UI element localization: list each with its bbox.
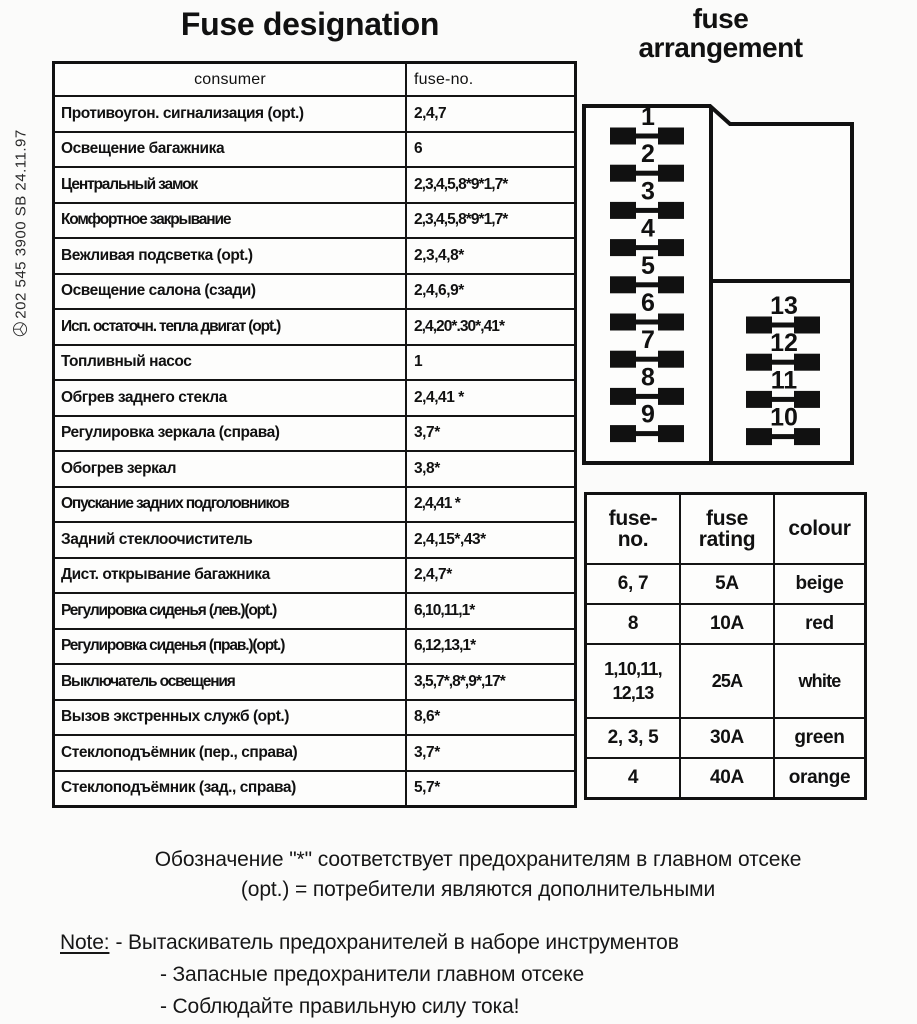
rating-table-body — [586, 494, 866, 799]
fuse-pad-left — [746, 317, 772, 334]
fuse-no-cell: 2,3,4,8* — [406, 238, 576, 274]
fuse-bridge — [634, 245, 660, 250]
rating-header-colour: colour — [774, 494, 866, 565]
table-row — [54, 664, 576, 700]
table-row — [54, 700, 576, 736]
rating-fuse-no-cell: 8 — [586, 604, 681, 644]
rating-colour-cell: green — [774, 718, 866, 758]
table-row — [54, 167, 576, 203]
mercedes-star-icon — [13, 322, 28, 337]
fuse-pad-left — [610, 202, 636, 219]
note-list — [60, 927, 917, 1023]
rating-colour-cell: beige — [774, 564, 866, 604]
consumer-cell: Комфортное закрывание — [54, 203, 407, 239]
fuse-bridge — [634, 208, 660, 213]
fuse-slot-label: 13 — [770, 292, 798, 320]
fuse-no-cell: 8,6* — [406, 700, 576, 736]
fuse-pad-right — [658, 165, 684, 182]
table-row — [54, 238, 576, 274]
fuse-bridge — [770, 360, 796, 365]
fuse-pad-left — [610, 128, 636, 145]
fuse-no-cell: 6,12,13,1* — [406, 629, 576, 665]
consumer-cell: Освещение салона (сзади) — [54, 274, 407, 310]
table-row — [54, 274, 576, 310]
fuse-no-cell: 2,4,7* — [406, 558, 576, 594]
consumer-cell: Стеклоподъёмник (зад., справа) — [54, 771, 407, 807]
fuse-no-cell: 2,4,20*.30*,41* — [406, 309, 576, 345]
fuse-no-cell: 2,4,6,9* — [406, 274, 576, 310]
consumer-cell: Обгрев заднего стекла — [54, 380, 407, 416]
rating-header-fuse-no: fuse- no. — [586, 494, 681, 565]
fuse-slot-label: 12 — [770, 329, 798, 358]
rating-value-cell: 40A — [680, 758, 774, 799]
fuse-slot-label: 10 — [770, 403, 798, 432]
fuse-slot-label: 5 — [641, 251, 655, 280]
fuse-no-cell: 3,7* — [406, 416, 576, 452]
fuse-slot-label: 2 — [641, 140, 655, 169]
consumer-cell: Регулировка сиденья (прав.)(opt.) — [54, 629, 407, 665]
fuse-rating-table — [584, 492, 867, 800]
fuse-pad-right — [658, 425, 684, 442]
rating-fuse-no-cell: 2, 3, 5 — [586, 718, 681, 758]
fuse-bridge — [634, 282, 660, 287]
rating-fuse-no-cell: 1,10,11, 12,13 — [586, 644, 681, 718]
rating-colour-cell: white — [774, 644, 866, 718]
table-row — [54, 309, 576, 345]
table-row — [54, 558, 576, 594]
fuse-no-cell: 2,4,15*,43* — [406, 522, 576, 558]
rating-value-cell: 30A — [680, 718, 774, 758]
fuse-arrangement-diagram — [580, 100, 860, 470]
fuse-bridge — [634, 357, 660, 362]
column-header-consumer: consumer — [54, 63, 407, 97]
fuse-no-cell: 3,7* — [406, 735, 576, 771]
designation-table-body — [54, 63, 576, 807]
part-number-value: 202 545 3900 SB 24.11.97 — [12, 129, 30, 319]
fuse-pad-right — [658, 202, 684, 219]
table-row — [54, 522, 576, 558]
consumer-cell: Вызов экстренных служб (opt.) — [54, 700, 407, 736]
rating-row — [586, 604, 866, 644]
consumer-cell: Исп. остаточн. тепла двигат (opt.) — [54, 309, 407, 345]
fuse-no-cell: 2,3,4,5,8*9*1,7* — [406, 167, 576, 203]
note-text: - Вытаскиватель предохранителей в наборе инструментов — [115, 931, 679, 954]
consumer-cell: Опускание задних подголовников — [54, 487, 407, 523]
rating-fuse-no-cell: 6, 7 — [586, 564, 681, 604]
fuse-no-cell: 2,4,41 * — [406, 380, 576, 416]
table-row — [54, 771, 576, 807]
fuse-no-cell: 2,4,7 — [406, 96, 576, 132]
rating-header-row — [586, 494, 866, 565]
part-number-text — [13, 129, 30, 336]
fuse-slot-label: 1 — [641, 103, 655, 131]
consumer-cell: Задний стеклоочиститель — [54, 522, 407, 558]
designation-header-row — [54, 63, 576, 97]
consumer-cell: Противоугон. сигнализация (opt.) — [54, 96, 407, 132]
consumer-cell: Обогрев зеркал — [54, 451, 407, 487]
table-row — [54, 416, 576, 452]
note-item — [60, 991, 917, 1023]
consumer-cell: Стеклоподъёмник (пер., справа) — [54, 735, 407, 771]
consumer-cell: Топливный насос — [54, 345, 407, 381]
table-row — [54, 380, 576, 416]
page-title: Fuse designation — [180, 6, 440, 42]
footnote-opt: (opt.) = потребители являются дополнительными — [240, 878, 716, 901]
table-row — [54, 345, 576, 381]
fuse-pad-left — [610, 314, 636, 331]
fuse-pad-right — [658, 276, 684, 293]
consumer-cell: Регулировка зеркала (справа) — [54, 416, 407, 452]
fuse-pad-left — [610, 425, 636, 442]
part-number-strip — [6, 88, 36, 378]
fuse-pad-left — [746, 354, 772, 371]
fuse-pad-right — [658, 239, 684, 256]
note-item — [60, 959, 917, 991]
rating-colour-cell: orange — [774, 758, 866, 799]
table-row — [54, 629, 576, 665]
consumer-cell: Освещение багажника — [54, 132, 407, 168]
fuse-no-cell: 3,5,7*,8*,9*,17* — [406, 664, 576, 700]
rating-value-cell: 25A — [680, 644, 774, 718]
consumer-cell: Выключатель освещения — [54, 664, 407, 700]
fuse-slot-label: 6 — [641, 289, 655, 317]
note-label: Note: — [60, 931, 110, 954]
fuse-pad-left — [610, 165, 636, 182]
fuse-slot-label: 4 — [641, 214, 655, 243]
note-text: - Запасные предохранители главном отсеке — [160, 963, 584, 986]
fuse-pad-left — [746, 391, 772, 408]
rating-value-cell: 5A — [680, 564, 774, 604]
fuse-pad-left — [746, 428, 772, 445]
fuse-pad-left — [610, 239, 636, 256]
fuse-no-cell: 1 — [406, 345, 576, 381]
fuse-bridge — [770, 323, 796, 328]
arrangement-title-line1: fuse — [692, 3, 749, 34]
fuse-no-cell: 6,10,11,1* — [406, 593, 576, 629]
table-row — [54, 451, 576, 487]
consumer-cell: Дист. открывание багажника — [54, 558, 407, 594]
table-row — [54, 132, 576, 168]
fuse-bridge — [634, 394, 660, 399]
fuse-bridge — [634, 134, 660, 139]
rating-colour-cell: red — [774, 604, 866, 644]
fuse-bridge — [770, 397, 796, 402]
consumer-cell: Вежливая подсветка (opt.) — [54, 238, 407, 274]
fuse-no-cell: 5,7* — [414, 779, 440, 797]
consumer-cell: Центральный замок — [54, 167, 407, 203]
table-row — [54, 203, 576, 239]
footnote-block — [44, 845, 912, 905]
rating-row — [586, 718, 866, 758]
fuse-slot-label: 9 — [641, 400, 655, 429]
consumer-cell: Регулировка сиденья (лев.)(opt.) — [54, 593, 407, 629]
table-row — [54, 593, 576, 629]
fuse-pad-right — [658, 351, 684, 368]
fuse-pad-right — [658, 128, 684, 145]
fuse-pad-right — [658, 314, 684, 331]
fuse-slot-label: 11 — [770, 366, 798, 395]
rating-header-fuse-rating: fuse rating — [680, 494, 774, 565]
fuse-pad-left — [610, 388, 636, 405]
rating-row — [586, 758, 866, 799]
note-item — [60, 927, 917, 959]
fuse-designation-table — [52, 61, 577, 808]
note-text: - Соблюдайте правильную силу тока! — [160, 995, 520, 1018]
rating-value-cell: 10A — [680, 604, 774, 644]
fuse-bridge — [634, 431, 660, 436]
rating-row — [586, 564, 866, 604]
rating-fuse-no-cell: 4 — [586, 758, 681, 799]
table-row — [54, 96, 576, 132]
fuse-pad-left — [610, 351, 636, 368]
fuse-pad-left — [610, 276, 636, 293]
footnote-asterisk: Обозначение "*" соответствует предохранителям в главном отсеке — [154, 848, 802, 871]
rating-row — [586, 644, 866, 718]
fuse-pad-right — [658, 388, 684, 405]
fuse-arrangement-svg — [580, 100, 860, 470]
arrangement-title-line2: arrangement — [638, 32, 803, 64]
fuse-no-cell: 6 — [406, 132, 576, 168]
fuse-slot-label: 8 — [641, 363, 655, 392]
table-row — [54, 487, 576, 523]
fuse-bridge — [770, 434, 796, 439]
arrangement-title — [578, 4, 863, 63]
fuse-bridge — [634, 320, 660, 325]
fuse-slot-label: 7 — [641, 326, 655, 355]
fuse-slot-label: 3 — [641, 177, 655, 206]
fuse-no-cell: 2,4,41 * — [406, 487, 576, 523]
column-header-fuse-no: fuse-no. — [406, 63, 576, 97]
fuse-bridge — [634, 171, 660, 176]
table-row — [54, 735, 576, 771]
fuse-no-cell: 2,3,4,5,8*9*1,7* — [406, 203, 576, 239]
fuse-no-cell: 3,8* — [406, 451, 576, 487]
